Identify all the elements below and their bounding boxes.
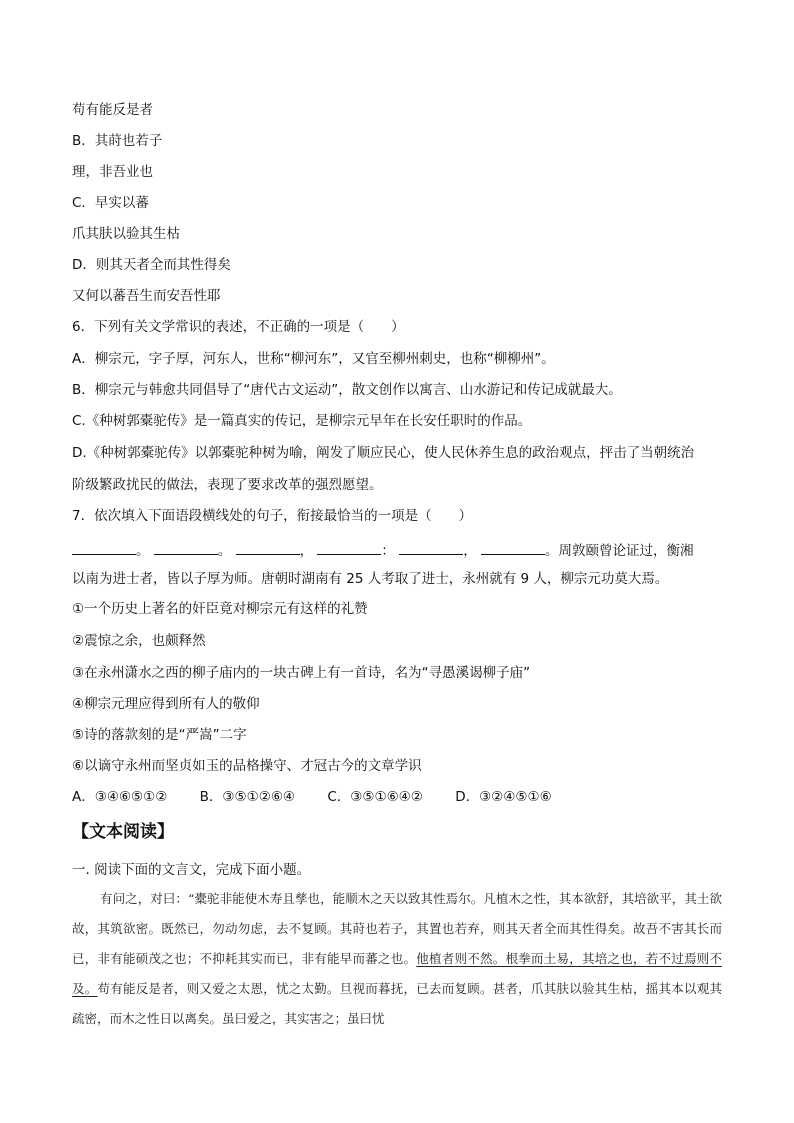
- question-7-option-a[interactable]: A．③④⑥⑤①②: [72, 789, 168, 805]
- blank-punct: ：: [381, 543, 395, 559]
- option-line: 又何以蕃吾生而安吾性耶: [72, 288, 221, 304]
- passage-text: 苟有能反是者，则又爱之太恩，忧之太勤。旦视而暮抚，已去而复顾。甚者，爪其肤以验其生枯，摇其本以观其疏密，而木之性日以离矣。虽曰爱之，其实害之；虽曰忧: [72, 981, 722, 1026]
- underlined-sentence: 他植者则不然。根拳而土易，其培之也，若不过焉则不及。: [72, 951, 722, 996]
- question-7-text-cont: 以南为进士者，皆以子厚为师。唐朝时湖南有 25 人考取了进士，永州就有 9 人，柳宗元功莫大焉。: [72, 571, 669, 587]
- fill-in-blanks-line: [72, 540, 693, 560]
- question-7-option-b[interactable]: B．③⑤①②⑥④: [199, 789, 296, 805]
- option-line: 爪其肤以验其生枯: [72, 226, 180, 242]
- sentence-item: ②震惊之余，也颇释然: [72, 633, 206, 649]
- question-6-option-d-cont: 阶级繁政扰民的做法，表现了要求改革的强烈愿望。: [72, 477, 383, 493]
- question-7-option-c[interactable]: C．③⑤①⑥④②: [327, 789, 423, 805]
- blank-4[interactable]: [317, 540, 381, 555]
- option-line: D．则其天者全而其性得矣: [72, 257, 231, 273]
- question-7-stem: 7．依次填入下面语段横线处的句子，衔接最恰当的一项是（ ）: [72, 508, 473, 524]
- blank-punct: 。: [217, 543, 232, 559]
- option-line: 苟有能反是者: [72, 102, 153, 118]
- option-line: 理，非吾业也: [72, 164, 153, 180]
- blank-2[interactable]: [154, 540, 218, 555]
- sentence-item: ⑥以谪守永州而坚贞如玉的品格操守、才冠古今的文章学识: [72, 758, 422, 774]
- section-intro: 一. 阅读下面的文言文，完成下面小题。: [72, 862, 311, 878]
- sentence-item: ⑤诗的落款刻的是“严嵩”二字: [72, 727, 247, 743]
- question-7-text: 周敦颐曾论证过，衡湘: [558, 543, 694, 559]
- blank-6[interactable]: [481, 540, 545, 555]
- passage-text: 有问之，对曰：“橐驼非能使木寿且孳也，能顺木之天以致其性焉尔。凡植木之性，其本欲舒，其培欲平，其土欲故，其筑欲密。既然已，勿动勿虑，去不复顾。其莳也若子，其置也若弃，则其天者全而其性得矣。故吾不害其长而已，非有能硕茂之也；不抑耗其实而已，非有能早而蕃之也。: [72, 891, 722, 966]
- classical-passage: [72, 884, 722, 1034]
- blank-punct: 。: [136, 543, 150, 559]
- question-7-options: [72, 788, 580, 806]
- sentence-item: ③在永州潇水之西的柳子庙内的一块古碑上有一首诗，名为“寻愚溪谒柳子庙”: [72, 665, 531, 681]
- question-6-option-d: D.《种树郭橐驼传》以郭橐驼种树为喻，阐发了顺应民心，使人民休养生息的政治观点，抨击了当朝统治: [72, 445, 695, 461]
- question-6-stem: 6．下列有关文学常识的表述，不正确的一项是（ ）: [72, 319, 405, 335]
- blank-5[interactable]: [399, 540, 463, 555]
- blank-3[interactable]: [236, 540, 300, 555]
- blank-1[interactable]: [72, 540, 136, 555]
- option-line: C．早实以蕃: [72, 195, 149, 211]
- question-6-option-c: C.《种树郭橐驼传》是一篇真实的传记，是柳宗元早年在长安任职时的作品。: [72, 413, 532, 429]
- blank-punct: 。: [544, 543, 559, 559]
- section-heading: 【文本阅读】: [72, 822, 174, 842]
- question-6-option-b: B．柳宗元与韩愈共同倡导了“唐代古文运动”，散文创作以寓言、山水游记和传记成就最大。: [72, 382, 622, 398]
- question-7-option-d[interactable]: D．③②④⑤①⑥: [455, 789, 552, 805]
- blank-punct: ，: [463, 543, 477, 559]
- sentence-item: ①一个历史上著名的奸臣竟对柳宗元有这样的礼赞: [72, 601, 368, 617]
- sentence-item: ④柳宗元理应得到所有人的敬仰: [72, 696, 260, 712]
- blank-punct: ，: [299, 543, 314, 559]
- option-line: B．其莳也若子: [72, 133, 163, 149]
- question-6-option-a: A．柳宗元，字子厚，河东人，世称“柳河东”，又官至柳州刺史，也称“柳柳州”。: [72, 351, 555, 367]
